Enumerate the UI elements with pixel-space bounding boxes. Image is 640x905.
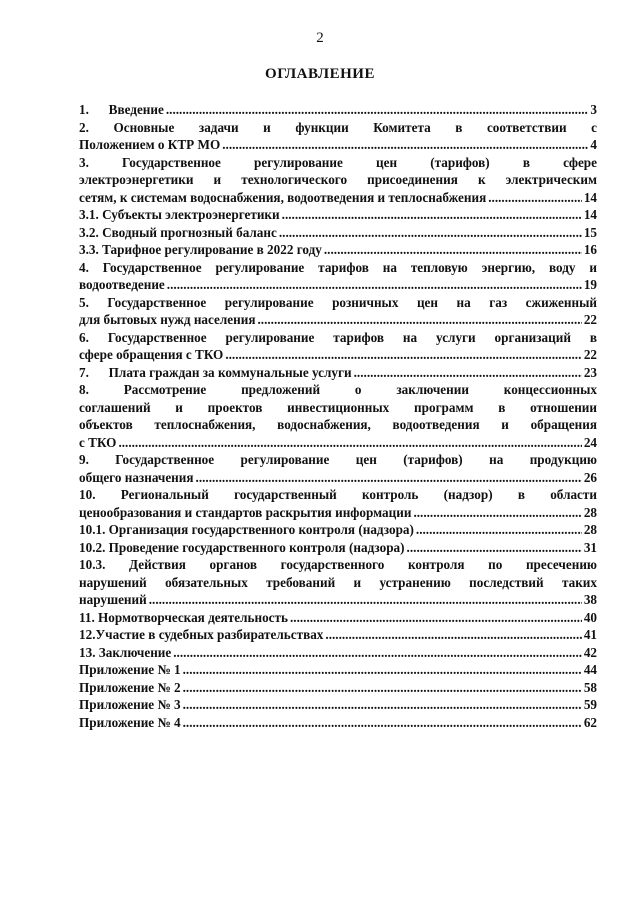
toc-entry-text: объектов теплоснабжения, водоснабжения, водоотведения и обращения <box>79 417 597 432</box>
toc-entry-text: соглашений и проектов инвестиционных программ в отношении <box>79 399 597 415</box>
dot-leader <box>166 101 589 119</box>
toc-entry-text: сетям, к системам водоснабжения, водоотведения и теплоснабжения <box>79 189 487 205</box>
toc-page-number: 41 <box>583 627 597 642</box>
toc-entry[interactable] <box>79 661 597 679</box>
toc-entry-text: 12.Участие в судебных разбирательствах <box>79 627 324 642</box>
toc-page-number: 24 <box>583 434 597 450</box>
toc-entry-text: 10.1. Организация государственного контроля (надзора) <box>79 522 414 537</box>
toc-entry-text: Приложение № 1 <box>79 662 181 677</box>
toc-entry-text: ценообразования и стандартов раскрытия информации <box>79 504 412 520</box>
toc-page-number: 22 <box>583 347 597 362</box>
toc-entry-text: 10.3. Действия органов государственного контроля по пресечению <box>79 557 597 572</box>
toc-entry-text: 3.2. Сводный прогнозный баланс <box>79 224 277 240</box>
toc-entry-text: 1. Введение <box>79 102 164 117</box>
dot-leader <box>325 626 581 644</box>
toc-page-number: 22 <box>583 312 597 327</box>
dot-leader <box>196 469 582 487</box>
toc-entry-text: водоотведение <box>79 277 165 292</box>
toc-title: ОГЛАВЛЕНИЕ <box>265 66 375 82</box>
toc-entry[interactable] <box>79 224 597 242</box>
toc-entry-text: 13. Заключение <box>79 644 172 660</box>
dot-leader <box>282 206 582 224</box>
toc-entry-text: электроэнергетики и технологического присоединения к электрическим <box>79 172 597 187</box>
toc-entry-text: Приложение № 4 <box>79 714 181 730</box>
toc-entry-text: для бытовых нужд населения <box>79 312 256 327</box>
dot-leader <box>279 224 582 242</box>
toc-entry-text: 2. Основные задачи и функции Комитета в соответствии с <box>79 119 597 135</box>
dot-leader <box>167 276 582 294</box>
dot-leader <box>290 609 582 627</box>
toc-entry[interactable] <box>79 329 597 364</box>
toc-entry-text: сфере обращения с ТКО <box>79 347 224 362</box>
dot-leader <box>173 644 582 662</box>
toc-page-number: 19 <box>583 277 597 292</box>
dot-leader <box>183 714 582 732</box>
toc-page-number: 28 <box>583 504 597 520</box>
dot-leader <box>257 311 581 329</box>
toc-entry[interactable] <box>79 486 597 521</box>
toc-entry[interactable] <box>79 626 597 644</box>
toc-page-number: 58 <box>583 679 597 695</box>
toc-entry-text: 4. Государственное регулирование тарифов на тепловую энергию, воду и <box>79 259 597 275</box>
toc-page-number: 40 <box>583 609 597 625</box>
toc-page-number: 14 <box>583 189 597 205</box>
toc-entry[interactable] <box>79 206 597 224</box>
toc-page-number: 59 <box>583 697 597 712</box>
toc-entry[interactable] <box>79 609 597 627</box>
toc-page-number: 4 <box>590 137 597 152</box>
toc-entry[interactable] <box>79 714 597 732</box>
toc-entry-text: 6. Государственное регулирование тарифов на услуги организаций в <box>79 329 597 345</box>
toc-entry-text: нарушений обязательных требований и устранению последствий таких <box>79 574 597 590</box>
toc-page-number: 15 <box>583 224 597 240</box>
toc-entry-text: общего назначения <box>79 469 194 485</box>
toc-entry-text: 3.1. Субъекты электроэнергетики <box>79 207 280 222</box>
toc-entry[interactable] <box>79 381 597 451</box>
toc-entry-text: 10.2. Проведение государственного контроля (надзора) <box>79 539 405 555</box>
toc-entry[interactable] <box>79 696 597 714</box>
toc-entry-text: 8. Рассмотрение предложений о заключении концессионных <box>79 382 597 397</box>
toc-entry-text: 3. Государственное регулирование цен (тарифов) в сфере <box>79 154 597 170</box>
toc-entry-text: 7. Плата граждан за коммунальные услуги <box>79 364 352 380</box>
toc-page-number: 23 <box>583 364 597 380</box>
toc-entry[interactable] <box>79 259 597 294</box>
dot-leader <box>222 136 588 154</box>
toc-entry-text: 11. Нормотворческая деятельность <box>79 609 288 625</box>
toc-entry-text: 5. Государственное регулирование розничных цен на газ сжиженный <box>79 294 597 310</box>
toc-entry[interactable] <box>79 241 597 259</box>
toc-page-number: 26 <box>583 469 597 485</box>
dot-leader <box>324 241 582 259</box>
toc-entry-text: Приложение № 2 <box>79 679 181 695</box>
toc-entry[interactable] <box>79 154 597 207</box>
toc-entry-text: 10. Региональный государственный контроль (надзор) в области <box>79 487 597 502</box>
toc-entry[interactable] <box>79 644 597 662</box>
toc-page-number: 31 <box>583 539 597 555</box>
toc-entry-text: с ТКО <box>79 434 117 450</box>
toc-page-number: 38 <box>583 592 597 607</box>
table-of-contents <box>79 101 597 731</box>
dot-leader <box>488 189 582 207</box>
toc-entry[interactable] <box>79 101 597 119</box>
toc-entry[interactable] <box>79 679 597 697</box>
page-number: 2 <box>316 30 324 46</box>
toc-entry[interactable] <box>79 451 597 486</box>
toc-entry-text: Положением о КТР МО <box>79 137 221 152</box>
dot-leader <box>413 504 581 522</box>
dot-leader <box>149 591 582 609</box>
dot-leader <box>225 346 582 364</box>
dot-leader <box>183 696 582 714</box>
toc-entry-text: 9. Государственное регулирование цен (тарифов) на продукцию <box>79 452 597 467</box>
toc-page-number: 16 <box>583 242 597 257</box>
toc-page-number: 44 <box>583 662 597 677</box>
toc-entry-text: Приложение № 3 <box>79 697 181 712</box>
toc-entry[interactable] <box>79 364 597 382</box>
toc-page-number: 42 <box>583 644 597 660</box>
toc-page-number: 14 <box>583 207 597 222</box>
dot-leader <box>407 539 582 557</box>
dot-leader <box>183 661 582 679</box>
dot-leader <box>416 521 582 539</box>
toc-entry[interactable] <box>79 539 597 557</box>
toc-entry[interactable] <box>79 294 597 329</box>
dot-leader <box>354 364 582 382</box>
toc-page-number: 28 <box>583 522 597 537</box>
toc-entry[interactable] <box>79 556 597 609</box>
toc-entry[interactable] <box>79 521 597 539</box>
toc-entry-text: 3.3. Тарифное регулирование в 2022 году <box>79 242 322 257</box>
toc-page-number: 3 <box>590 102 597 117</box>
dot-leader <box>118 434 581 452</box>
toc-entry[interactable] <box>79 119 597 154</box>
toc-entry-text: нарушений <box>79 592 147 607</box>
dot-leader <box>183 679 582 697</box>
toc-page-number: 62 <box>583 714 597 730</box>
